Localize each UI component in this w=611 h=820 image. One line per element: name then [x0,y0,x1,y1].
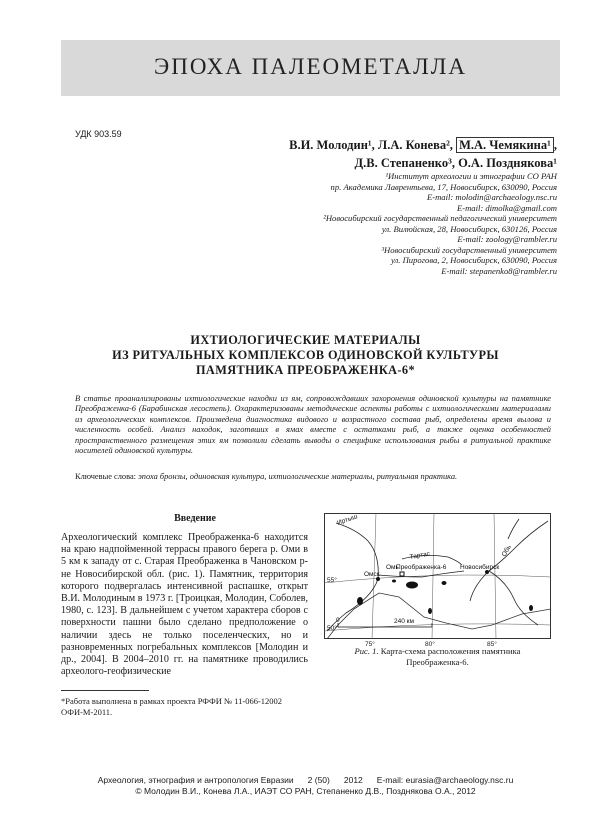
label-irtysh: Иртыш [336,513,359,527]
intro-paragraph: Археологический комплекс Преображенка-6 находится на краю надпойменной террасы правого берега р. Оми в 5 км к западу от с. Старая Преображенка в Чановском р-не Новосибирской обл. (рис. 1). Памятник, территория которого подвергалась интенсивной распашке, открыт В.И. Молодиным в 1973 г. [Троицкая, Молодин, Соболев, 1980, с. 123]. В дальнейшем с учетом характера сборов с поверхности пашни было сделано предположение о наличии здесь не только поселенческих, но и разновременных погребальных комплексов [Молодин и др., 2004]. В 2004–2010 гг. на памятнике проводились археолого-геофизические [61,532,308,678]
keywords-label: Ключевые слова: [75,472,136,481]
section-heading-intro: Введение [174,513,216,524]
footnote-divider [61,690,149,691]
footer-issue: 2 (50) [307,775,330,785]
article-title [60,333,551,378]
label-ob: Обь [500,543,513,558]
title-line: ПАМЯТНИКА ПРЕОБРАЖЕНКА-6* [195,363,416,377]
label-lat-55: 55° [327,577,337,584]
label-lon-75: 75° [365,641,375,648]
title-line: ИЗ РИТУАЛЬНЫХ КОМПЛЕКСОВ ОДИНОВСКОЙ КУЛЬТУРЫ [112,348,499,362]
affiliation-line: ¹Институт археологии и этнографии СО РАН [385,171,557,181]
affiliations [323,171,557,276]
label-lon-85: 85° [487,641,497,648]
udk-code: УДК 903.59 [75,129,122,139]
footer-journal-line [60,775,551,786]
section-title: ЭПОХА ПАЛЕОМЕТАЛЛА [154,54,467,79]
keywords [75,472,551,481]
abstract: В статье проанализированы ихтиологические находки из ям, сопровождавших захоронения одиновской культуры на памятнике Преображенка-6 (Барабинская лесостепь). Охарактеризованы методические аспекты работы с ихтиологическими материалами из археологических комплексов. Произведена диагностика видового и возрастного состава рыб, определены время вылова и численность особей. Анализ находок, заготвших в ямах вместе с остатками рыб, а также оценка особенностей пространственного размещения этих ям позволили сделать выводы о специфике использования рыбы в ритуальной практике носителей одиновской культуры. [75,394,551,456]
footer-year: 2012 [343,775,363,785]
site-marker [400,572,404,576]
highlighted-author: М.А. Чемякина¹ [456,137,554,153]
footer-journal: Археология, этнография и антропология Евразии [97,775,294,785]
lake [357,597,363,605]
affiliation-email: E-mail: dimolka@gmail.com [456,202,557,213]
affiliation-line: ул. Вилюйская, 28, Новосибирск, 630126, Россия [381,223,557,234]
footnote: *Работа выполнена в рамках проекта РФФИ № 11-066-12002 ОФИ-М-2011. [61,696,283,717]
scale-label: 240 км [394,618,414,625]
page-footer [60,775,551,797]
label-novosibirsk: Новосибирск [460,564,500,571]
label-tartas: Тартас [409,550,431,561]
label-lon-80: 80° [425,641,435,648]
keywords-values: эпоха бронзы, одиновская культура, ихтиологические материалы, ритуальная практика. [138,472,458,481]
label-omsk: Омск [364,571,380,578]
affiliation-email: E-mail: stepanenko8@rambler.ru [441,265,557,276]
footer-copyright: © Молодин В.И., Конева Л.А., ИАЭТ СО РАН, Степаненко Д.В., Позднякова О.А., 2012 [135,786,476,796]
affiliation-line: ³Новосибирский государственный университет [381,244,557,255]
affiliation-email: E-mail: molodin@archaeology.nsc.ru [426,192,557,202]
map-figure [324,513,551,639]
author-list [289,136,557,172]
location-map [324,513,551,648]
title-line: ИХТИОЛОГИЧЕСКИЕ МАТЕРИАЛЫ [190,333,421,347]
lake [442,581,447,585]
footer-email: E-mail: eurasia@archaeology.nsc.ru [376,775,514,785]
map-frame [325,514,551,639]
label-preobrazhenka: Преображенка-6 [396,564,447,571]
figure-caption-text: Карта-схема расположения памятника Преображенка-6. [380,646,521,667]
label-om: Омь [386,564,399,571]
label-lat-50: 50° [327,625,337,632]
lake-chany [406,582,418,589]
affiliation-email: E-mail: zoology@rambler.ru [457,234,557,244]
lake [392,580,396,583]
figure-caption [324,646,551,668]
authors-line-1-end: , [553,138,557,152]
authors-line-1 [289,136,557,154]
journal-section-banner [61,40,560,96]
lake [428,608,432,614]
figure-label: Рис. 1. [354,646,379,656]
affiliation-line: ул. Пирогова, 2, Новосибирск, 630090, Россия [390,255,557,265]
affiliation-line: ²Новосибирский государственный педагогический университет [323,213,557,223]
lake [529,605,533,611]
scale-zero: 0 [336,617,340,624]
authors-line-1-text: В.И. Молодин¹, Л.А. Конева², [289,138,453,152]
affiliation-line: пр. Академика Лаврентьева, 17, Новосибирск, 630090, Россия [330,181,557,192]
authors-line-2: Д.В. Степаненко³, О.А. Позднякова¹ [354,156,557,170]
